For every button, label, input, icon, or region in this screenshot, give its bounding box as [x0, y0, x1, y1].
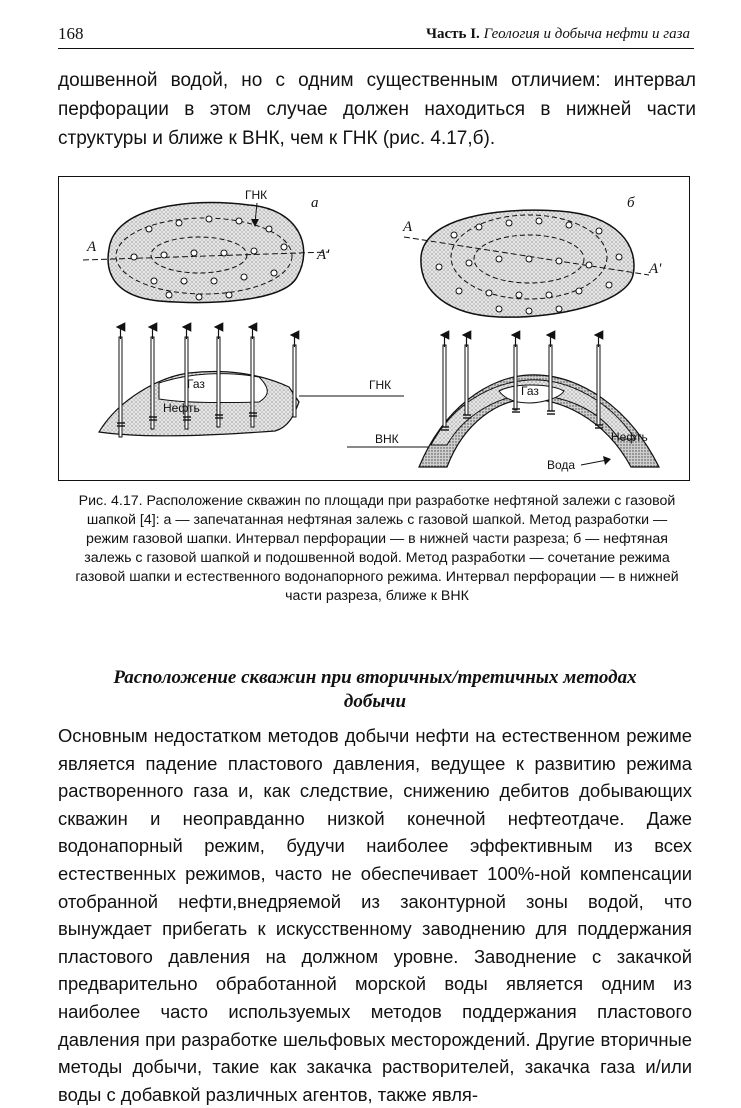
intro-paragraph: дошвенной водой, но с одним существенным отличием: интервал перфорации в этом случае должен находиться в нижней части структуры и ближе к ВНК, чем к ГНК (рис. 4.17,б).: [58, 70, 696, 149]
running-head-part: Часть I.: [426, 26, 480, 42]
section-end-b: А': [649, 261, 662, 277]
panel-b-plan: [402, 195, 662, 317]
panel-a-letter: а: [311, 195, 319, 211]
section-start-a: А: [87, 239, 97, 255]
running-head: [426, 26, 690, 43]
label-vnk: ВНК: [375, 432, 399, 446]
label-oil-b: Нефть: [611, 430, 648, 444]
panel-b-section: [419, 335, 659, 472]
main-paragraph: Основным недостатком методов добычи нефти на естественном режиме является падение пластового давления, ведущее к развитию режима растворенного газа и, как следствие, снижению дебитов добывающих скважин и неоправданно низкой конечной нефтеотдаче. Даже водонапорный режим, будучи наиболее эффективным из всех естественных режимов, часто не обеспечивает 100%-ной компенсации отобранной нефти,внедряемой из законтурной зоны водой, что вынуждает прибегать к искусственному заводнению для поддержания пластового давления на должном уровне. Заводнение с закачкой предварительно обработанной морской воды является одним из наиболее часто используемых методов поддержания пластового давления при разработке шельфовых месторождений. Другие вторичные методы добычи, такие как закачка растворителей, закачка газа и/или воды с добавкой различных агентов, также явля-: [58, 725, 692, 1105]
running-head-subject: Геология и добыча нефти и газа: [483, 26, 690, 42]
panel-b-letter: б: [627, 195, 635, 211]
figure-caption: Рис. 4.17. Расположение скважин по площади при разработке нефтяной залежи с газовой шапкой [4]: а — запечатанная нефтяная залежь с газовой шапкой. Метод разработки — режим газовой шапки. Интервал перфорации — в нижней части разреза; б — нефтяная залежь с газовой шапкой и подошвенной водой. Метод разработки — сочетание режима газовой шапки и естественного водонапорного режима. Интервал перфорации — в нижней части разреза, ближе к ВНК: [75, 493, 679, 604]
panel-a-plan: [83, 188, 330, 302]
section-start-b: А: [403, 219, 413, 235]
figure-4-17: [58, 176, 690, 481]
section-end-a: А': [317, 247, 330, 263]
figure-drawing: [59, 177, 691, 482]
label-gnk-plan: ГНК: [245, 188, 268, 202]
running-header: [58, 24, 694, 49]
label-gnk: ГНК: [369, 378, 392, 392]
label-oil-a: Нефть: [163, 401, 200, 415]
label-gas-b: Газ: [521, 384, 539, 398]
label-gas-a: Газ: [187, 377, 205, 391]
label-water: Вода: [547, 458, 576, 472]
panel-a-section: [99, 327, 299, 437]
page-number: 168: [58, 24, 84, 43]
section-title: Расположение скважин при вторичных/третичных методах добычи: [113, 667, 637, 712]
